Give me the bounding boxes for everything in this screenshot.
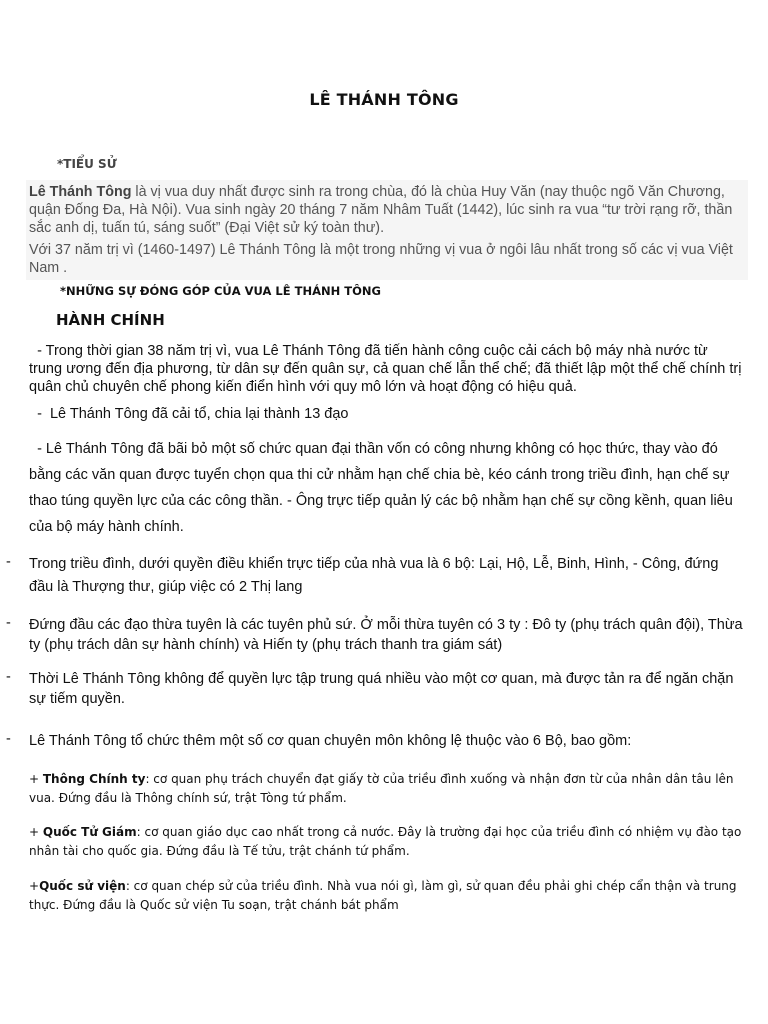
biography-paragraph-1: Lê Thánh Tông là vị vua duy nhất được sinh ra trong chùa, đó là chùa Huy Văn (nay thuộc ngõ Văn Chương, quận Đống Đa, Hà Nội). Vua sinh ngày 20 tháng 7 năm Nhâm Tuất (1442), lúc sinh ra vua “tư trời rạng rỡ, thần sắc anh dị, tuấn tú, sáng suốt” (Đại Việt sử ký toàn thư).	[29, 184, 733, 236]
bullet-dash: -	[6, 615, 11, 631]
admin-bullet-4: Lê Thánh Tông tổ chức thêm một số cơ quan chuyên môn không lệ thuộc vào 6 Bộ, bao gồm:	[29, 733, 632, 749]
bullet-dash: -	[6, 554, 11, 570]
agency-item: + Thông Chính ty: cơ quan phụ trách chuyển đạt giấy tờ của triều đình xuống và nhận đơn từ của nhân dân tâu lên vua. Đứng đầu là Thông chính sứ, trật Tòng tứ phẩm.	[29, 772, 734, 805]
agency-item: + Quốc Tử Giám: cơ quan giáo dục cao nhất trong cả nước. Đây là trường đại học của triều đình có nhiệm vụ đào tạo nhân tài cho quốc gia. Đứng đầu là Tế tửu, trật chánh tứ phẩm.	[29, 825, 742, 858]
king-name: Lê Thánh Tông	[29, 184, 132, 200]
document-title: LÊ THÁNH TÔNG	[309, 90, 459, 109]
bullet-dash: -	[6, 731, 11, 747]
biography-paragraph-2: Với 37 năm trị vì (1460-1497) Lê Thánh Tông là một trong những vị vua ở ngôi lâu nhất trong số các vị vua Việt Nam .	[29, 242, 733, 276]
admin-paragraph-1: - Trong thời gian 38 năm trị vì, vua Lê Thánh Tông đã tiến hành công cuộc cải cách bộ máy nhà nước từ trung ương đến địa phương, từ dân sự đến quân sự, cả quan chế lẫn thể chế; đã thiết lập một thể chế chính trị quân chủ chuyên chế phong kiến điển hình với quy mô lớn và hoạt động có hiệu quả.	[29, 343, 746, 395]
biography-heading: *TIỂU SỬ	[57, 157, 117, 171]
admin-bullet-3: Thời Lê Thánh Tông không để quyền lực tập trung quá nhiều vào một cơ quan, mà được tản ra để ngăn chặn sự tiếm quyền.	[29, 671, 734, 707]
agency-name: Thông Chính ty	[42, 772, 146, 786]
admin-paragraph-3: - Lê Thánh Tông đã bãi bỏ một số chức quan đại thần vốn có công nhưng không có học thức, thay vào đó bằng các văn quan được tuyển chọn qua thi cử nhằm hạn chế chia bè, kéo cánh trong triều đình, hạn chế sự thao túng quyền lực của các công thần. - Ông trực tiếp quản lý các bộ nhằm hạn chế sự cồng kềnh, quan liêu của bộ máy hành chính.	[29, 441, 737, 535]
contributions-heading: *NHỮNG SỰ ĐÓNG GÓP CỦA VUA LÊ THÁNH TÔNG	[60, 284, 381, 298]
admin-bullet-1: Trong triều đình, dưới quyền điều khiển trực tiếp của nhà vua là 6 bộ: Lại, Hộ, Lễ, Binh, Hình, - Công, đứng đầu là Thượng thư, giúp việc có 2 Thị lang	[29, 556, 719, 595]
agency-item: +Quốc sử viện: cơ quan chép sử của triều đình. Nhà vua nói gì, làm gì, sử quan đều phải ghi chép cẩn thận và trung thực. Đứng đầu là Quốc sử viện Tu soạn, trật chánh bát phẩm	[29, 879, 737, 912]
admin-paragraph-2: - Lê Thánh Tông đã cải tổ, chia lại thành 13 đạo	[29, 406, 349, 422]
bullet-dash: -	[6, 669, 11, 685]
admin-heading: HÀNH CHÍNH	[56, 311, 165, 329]
agency-name: Quốc sử viện	[39, 879, 126, 893]
biography-section	[26, 180, 748, 280]
agency-name: Quốc Tử Giám	[42, 825, 137, 839]
admin-bullet-2: Đứng đầu các đạo thừa tuyên là các tuyên phủ sứ. Ở mỗi thừa tuyên có 3 ty : Đô ty (phụ trách quân đội), Thừa ty (phụ trách dân sự hành chính) và Hiến ty (phụ trách thanh tra giám sát)	[29, 617, 743, 653]
